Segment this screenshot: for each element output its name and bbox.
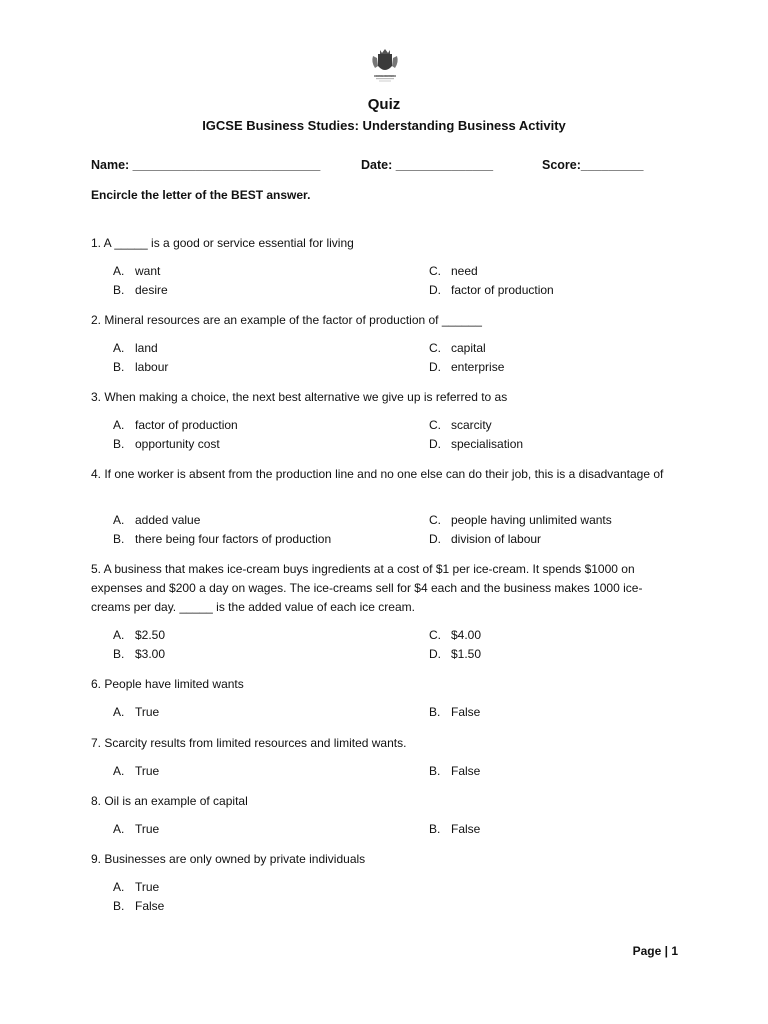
school-crest-logo (364, 44, 406, 86)
option-4c[interactable]: C. people having unlimited wants (429, 513, 612, 527)
option-3b[interactable]: B. opportunity cost (113, 437, 220, 451)
option-1d[interactable]: D. factor of production (429, 283, 554, 297)
option-2a[interactable]: A. land (113, 341, 158, 355)
crest-icon (364, 44, 406, 86)
option-8a[interactable]: A. True (113, 822, 160, 836)
question-8-text: 8. Oil is an example of capital (91, 794, 248, 808)
student-info-fields (0, 158, 768, 178)
option-4a[interactable]: A. added value (113, 513, 201, 527)
option-6a[interactable]: A. True (113, 705, 160, 719)
page-subtitle: IGCSE Business Studies: Understanding Business Activity (202, 118, 566, 133)
name-field[interactable]: Name: ___________________________ (91, 158, 321, 172)
option-5a[interactable]: A. $2.50 (113, 628, 166, 642)
question-3-text: 3. When making a choice, the next best alternative we give up is referred to as (91, 390, 508, 404)
option-3d[interactable]: D. specialisation (429, 437, 524, 451)
option-9b[interactable]: B. False (113, 899, 165, 913)
page-title: Quiz (367, 96, 401, 113)
option-5d[interactable]: D. $1.50 (429, 647, 482, 661)
option-7b[interactable]: B. False (429, 764, 481, 778)
question-7-text: 7. Scarcity results from limited resources and limited wants. (91, 736, 407, 750)
question-6-text: 6. People have limited wants (91, 677, 244, 691)
option-3a[interactable]: A. factor of production (113, 418, 238, 432)
option-9a[interactable]: A. True (113, 880, 160, 894)
option-5b[interactable]: B. $3.00 (113, 647, 166, 661)
question-5-text: 5. A business that makes ice-cream buys ingredients at a cost of $1 per ice-cream. It spends $1000 on expenses and $200 a day on wages. The ice-creams sell for $4 each and the business makes 1000 ice-creams per day. _____ is the added value of each ice cream. (91, 562, 643, 614)
question-1-text: 1. A _____ is a good or service essential for living (91, 236, 354, 250)
option-4b[interactable]: B. there being four factors of production (113, 532, 332, 546)
option-2c[interactable]: C. capital (429, 341, 486, 355)
option-1c[interactable]: C. need (429, 264, 478, 278)
option-5c[interactable]: C. $4.00 (429, 628, 482, 642)
instruction-text: Encircle the letter of the BEST answer. (91, 188, 311, 202)
question-2-text: 2. Mineral resources are an example of the factor of production of ______ (91, 313, 482, 327)
option-2d[interactable]: D. enterprise (429, 360, 505, 374)
option-8b[interactable]: B. False (429, 822, 481, 836)
option-7a[interactable]: A. True (113, 764, 160, 778)
page-number: Page | 1 (632, 944, 678, 958)
question-4-text: 4. If one worker is absent from the production line and no one else can do their job, this is a disadvantage of (91, 467, 664, 481)
option-2b[interactable]: B. labour (113, 360, 169, 374)
option-1a[interactable]: A. want (113, 264, 161, 278)
option-6b[interactable]: B. False (429, 705, 481, 719)
date-field[interactable]: Date: ______________ (361, 158, 494, 172)
option-4d[interactable]: D. division of labour (429, 532, 542, 546)
svg-text:ROYAL BRITISH: ROYAL BRITISH (376, 75, 394, 78)
option-3c[interactable]: C. scarcity (429, 418, 492, 432)
question-9-text: 9. Businesses are only owned by private individuals (91, 852, 366, 866)
score-field[interactable]: Score:_________ (542, 158, 644, 172)
option-1b[interactable]: B. desire (113, 283, 168, 297)
